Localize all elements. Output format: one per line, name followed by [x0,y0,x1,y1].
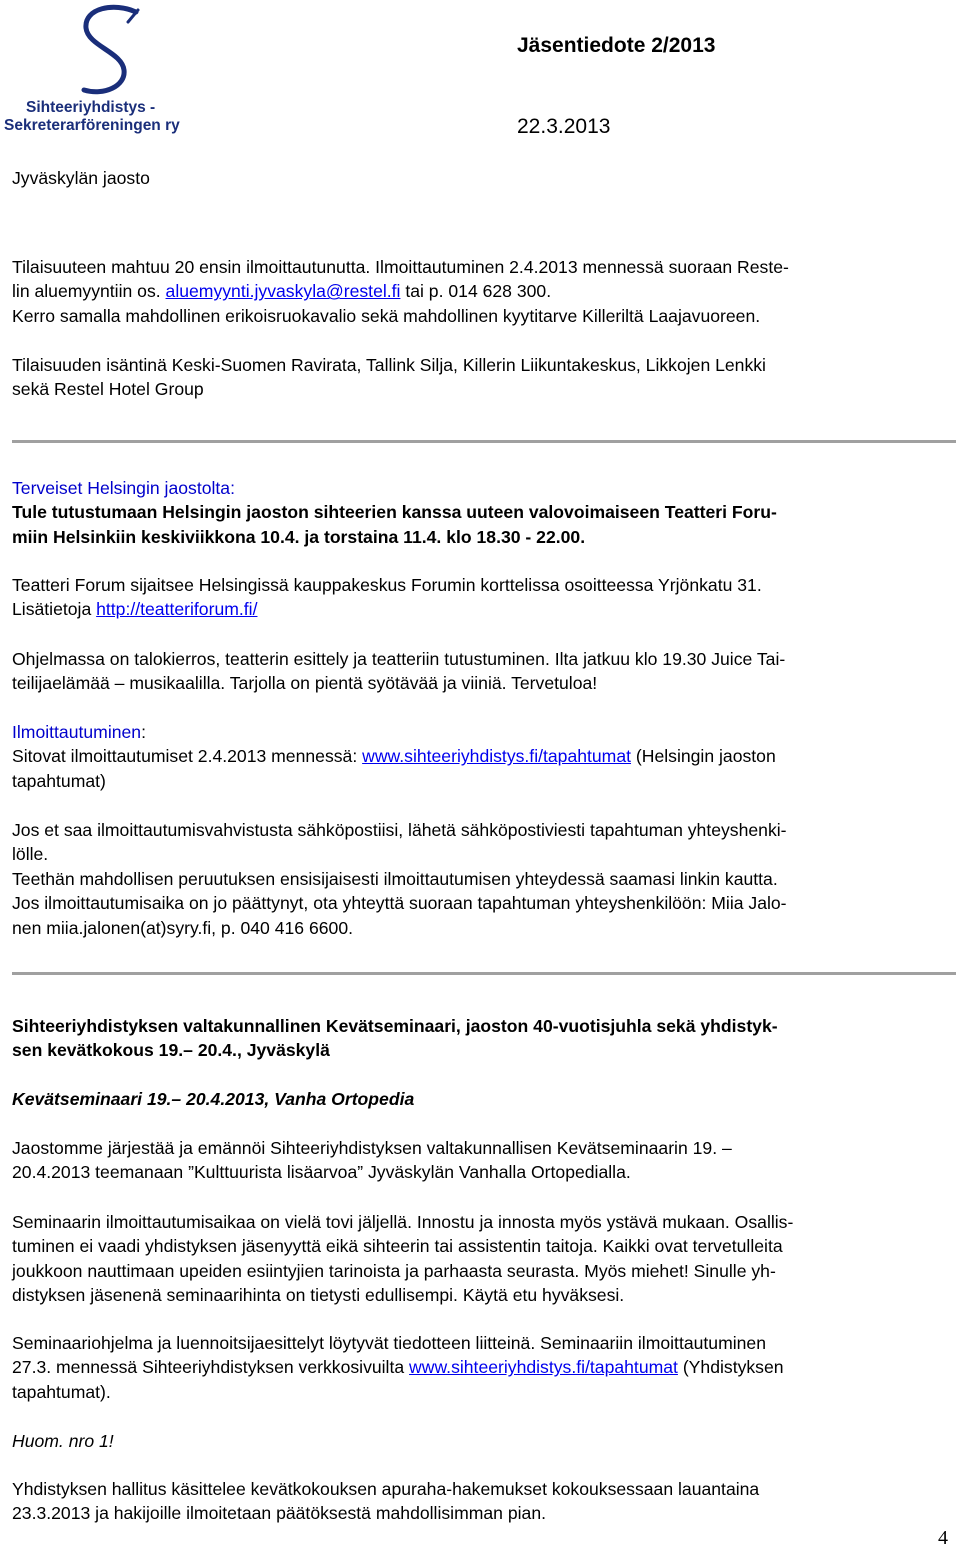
newsletter-title: Jäsentiedote 2/2013 [517,34,716,57]
text-line: nen miia.jalonen(at)syry.fi, p. 040 416 6600. [12,917,353,938]
note-heading: Huom. nro 1! [12,1431,114,1451]
paragraph-hosts [12,353,766,402]
paragraph-seminar-invite [12,1210,793,1308]
text-line: distyksen jäsenenä seminaarihinta on tietysti edullisempi. Käytä etu hyväksesi. [12,1285,625,1306]
greeting-heading: Terveiset Helsingin jaostolta: [12,478,235,498]
email-link-restel[interactable]: aluemyynti.jyvaskyla@restel.fi [165,281,401,302]
text-line: Tule tutustumaan Helsingin jaoston sihteerien kanssa uuteen valovoimaiseen Teatteri Foru- [12,502,777,523]
section-heading-jyvaskyla: Jyväskylän jaosto [12,168,150,188]
text-line [12,279,789,303]
paragraph-program [12,647,785,696]
events-link-helsinki[interactable]: www.sihteeriyhdistys.fi/tapahtumat [362,746,632,767]
text-line: Teethän mahdollisen peruutuksen ensisijaisesti ilmoittautumisen yhteydessä saamasi linkin kautta. [12,868,778,889]
text-segment: (Helsingin jaoston [631,746,776,767]
text-segment: Sitovat ilmoittautumiset 2.4.2013 mennessä: [12,746,363,767]
logo-s-mark-icon [4,4,204,99]
paragraph-seminar-intro [12,1136,732,1185]
logo [4,4,204,136]
text-line: Tilaisuuden isäntinä Keski-Suomen Ravirata, Tallink Silja, Killerin Liikuntakeskus, Likkojen Lenkki [12,355,766,375]
text-line: Teatteri Forum sijaitsee Helsingissä kauppakeskus Forumin korttelissa osoitteessa Yrjönkatu 31. [12,575,762,595]
paragraph-registration [12,720,776,793]
text-line: tapahtumat) [12,770,106,791]
section-divider [12,440,956,443]
events-link-national[interactable]: www.sihteeriyhdistys.fi/tapahtumat [409,1357,678,1378]
text-line: Ohjelmassa on talokierros, teatterin esittely ja teatteriin tutustuminen. Ilta jatkuu klo 19.30 Juice Tai- [12,649,786,669]
text-line: Yhdistyksen hallitus käsittelee kevätkokouksen apuraha-hakemukset kokouksessaan lauantaina [12,1479,760,1499]
text-line: tapahtumat). [12,1381,111,1402]
logo-text-line1: Sihteeriyhdistys - [26,99,156,116]
text-line: teilijaelämää – musikaalilla. Tarjolla on pientä syötävää ja viiniä. Tervetuloa! [12,673,598,694]
text-line: Jaostomme järjestää ja emännöi Sihteeriyhdistyksen valtakunnallisen Kevätseminaarin 19. – [12,1138,732,1158]
paragraph-capacity [12,255,789,328]
registration-label: Ilmoittautuminen [12,722,142,742]
section-divider [12,972,956,975]
text-segment: : [141,722,146,742]
teatteriforum-link[interactable]: http://teatteriforum.fi/ [96,599,258,620]
text-segment: Lisätietoja [12,599,97,620]
text-segment: (Yhdistyksen [677,1357,784,1378]
text-line: Jos ilmoittautumisaika on jo päättynyt, ota yhteyttä suoraan tapahtuman yhteyshenkilöön: Miia Jalo- [12,893,787,914]
text-segment: tai p. 014 628 300. [400,281,552,302]
text-line [12,1355,784,1379]
seminar-heading [12,1014,778,1063]
paragraph-confirmation [12,818,787,940]
text-line: 20.4.2013 teemanaan ”Kulttuurista lisäarvoa” Jyväskylän Vanhalla Ortopedialla. [12,1162,631,1183]
paragraph-seminar-program [12,1331,784,1404]
text-line: miin Helsinkiin keskiviikkona 10.4. ja torstaina 11.4. klo 18.30 - 22.00. [12,526,586,547]
text-segment: lin aluemyyntiin os. [12,281,166,302]
page-number: 4 [938,1527,948,1549]
text-line: Kerro samalla mahdollinen erikoisruokavalio sekä mahdollinen kyytitarve Killeriltä Laajavuoreen. [12,305,761,326]
text-line: Sihteeriyhdistyksen valtakunnallinen Kevätseminaari, jaoston 40-vuotisjuhla sekä yhdistyk- [12,1016,778,1036]
paragraph-location [12,573,762,622]
text-line: joukkoon nauttimaan upeiden esiintyjien tarinoista ja parhaasta seurasta. Myös miehet! Sinulle yh- [12,1260,776,1281]
text-line [12,720,776,744]
text-line [12,744,776,768]
text-line [12,597,762,621]
text-line: Seminaariohjelma ja luennoitsijaesittelyt löytyvät tiedotteen liitteinä. Seminaariin ilmoittautuminen [12,1333,766,1353]
logo-text-line2: Sekreterarföreningen ry [4,117,180,134]
helsinki-greeting-block [12,476,777,549]
text-line: Jos et saa ilmoittautumisvahvistusta sähköpostiisi, lähetä sähköpostiviesti tapahtuman yhteyshenki- [12,820,787,840]
paragraph-grants [12,1477,759,1526]
text-line: sekä Restel Hotel Group [12,379,204,400]
text-line: tuminen ei vaadi yhdistyksen jäsenyyttä eikä sihteerin tai assistentin taitoja. Kaikki ovat tervetulleita [12,1236,783,1257]
newsletter-date: 22.3.2013 [517,115,611,138]
seminar-subheading: Kevätseminaari 19.– 20.4.2013, Vanha Ortopedia [12,1089,415,1109]
text-line: Seminaarin ilmoittautumisaikaa on vielä tovi jäljellä. Innostu ja innosta myös ystävä mukaan. Osallis- [12,1212,794,1232]
text-segment: 27.3. mennessä Sihteeriyhdistyksen verkkosivuilta [12,1357,410,1378]
text-line: sen kevätkokous 19.– 20.4., Jyväskylä [12,1040,330,1061]
text-line: Tilaisuuteen mahtuu 20 ensin ilmoittautunutta. Ilmoittautuminen 2.4.2013 mennessä suoraan Reste- [12,257,789,277]
text-line: lölle. [12,844,49,865]
text-line: 23.3.2013 ja hakijoille ilmoitetaan päätöksestä mahdollisimman pian. [12,1503,546,1524]
